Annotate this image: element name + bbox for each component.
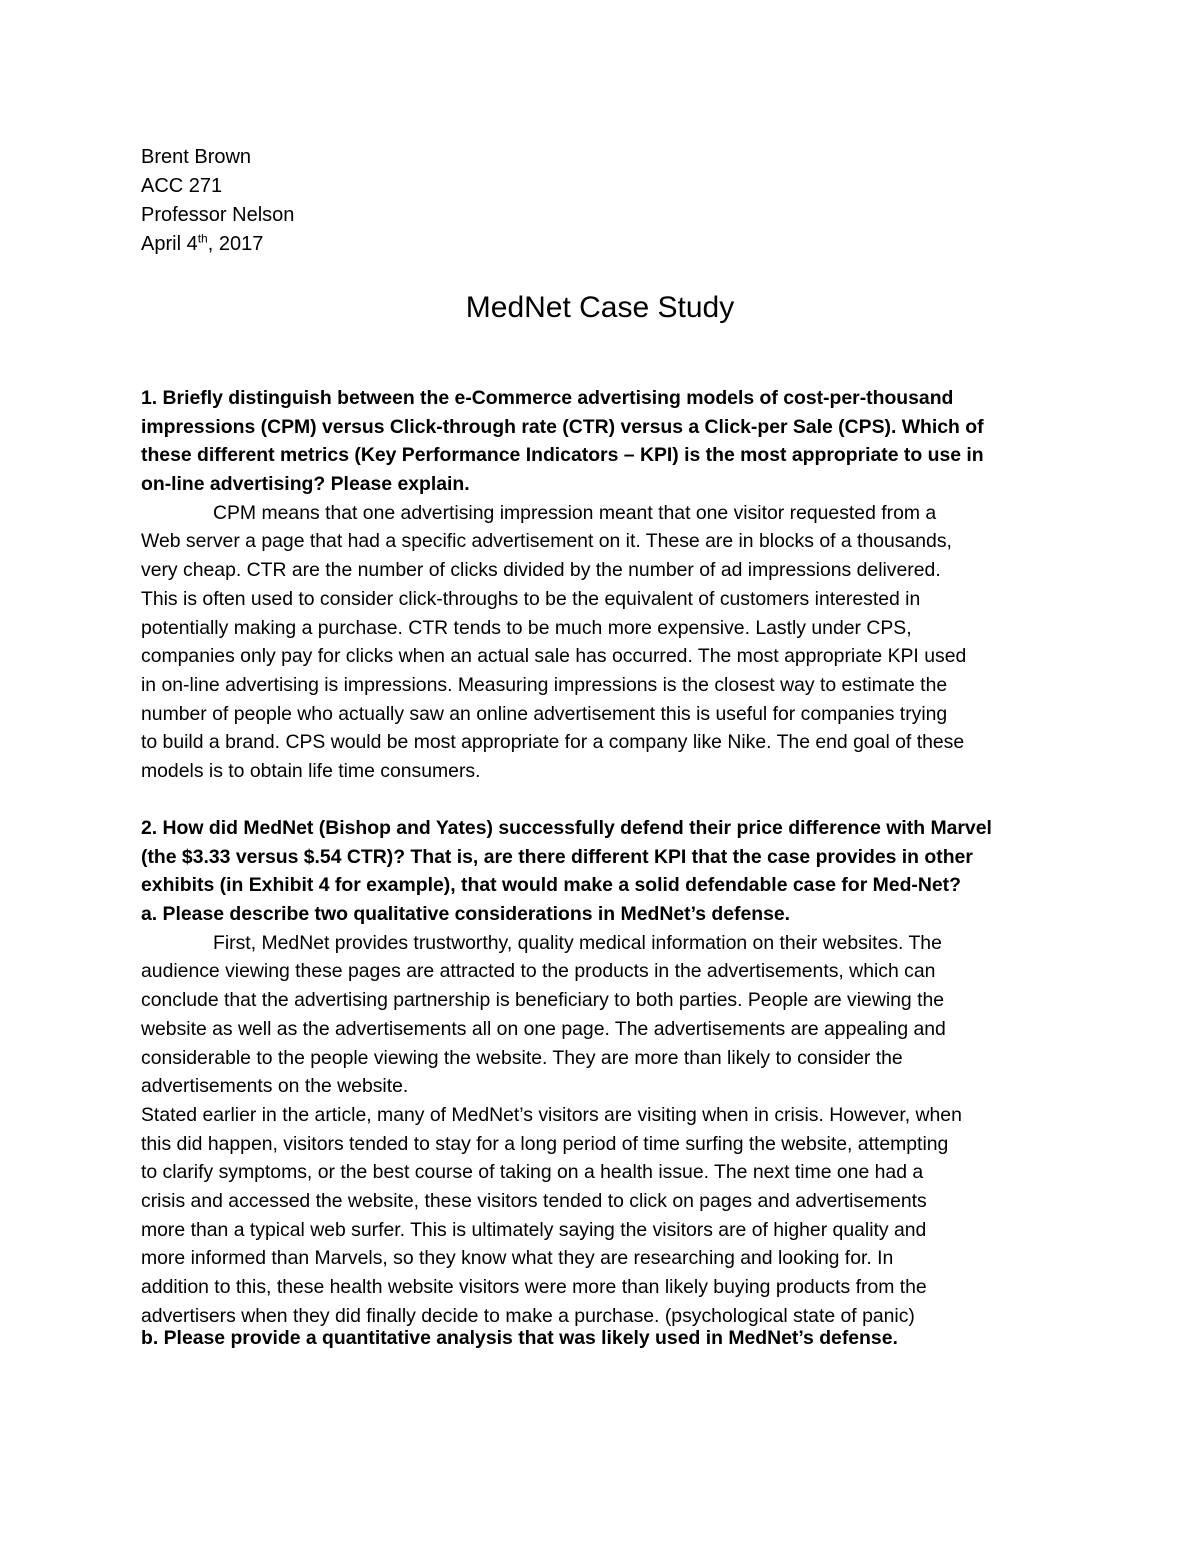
answer-2a-line: to clarify symptoms, or the best course of taking on a health issue. The next time one had a: [141, 1161, 924, 1184]
header-block: [141, 143, 294, 259]
document-title: MedNet Case Study: [465, 291, 735, 324]
answer-2a-line: considerable to the people viewing the website. They are more than likely to consider the: [141, 1046, 903, 1069]
course-code: ACC 271: [141, 175, 223, 197]
question-1-block: [141, 384, 1061, 786]
question-2-line: (the $3.33 versus $.54 CTR)? That is, are there different KPI that the case provides in other: [141, 845, 973, 868]
answer-2a-line: more than a typical web surfer. This is ultimately saying the visitors are of higher quality and: [141, 1218, 927, 1241]
date-superscript: th: [197, 231, 208, 246]
question-1-line: 1. Briefly distinguish between the e-Commerce advertising models of cost-per-thousand: [141, 387, 954, 409]
answer-1-line: in on-line advertising is impressions. Measuring impressions is the closest way to estimate the: [141, 673, 948, 696]
answer-1-line: Web server a page that had a specific advertisement on it. These are in blocks of a thousands,: [141, 530, 952, 553]
author-name: Brent Brown: [141, 146, 252, 168]
answer-2a-line: crisis and accessed the website, these visitors tended to click on pages and advertisements: [141, 1189, 927, 1212]
date-prefix: April 4: [141, 233, 198, 255]
answer-2a-line: website as well as the advertisements all on one page. The advertisements are appealing and: [141, 1017, 946, 1040]
question-2-line: 2. How did MedNet (Bishop and Yates) successfully defend their price difference with Marvel: [141, 817, 992, 839]
question-2b-line: b. Please provide a quantitative analysis that was likely used in MedNet’s defense.: [141, 1327, 898, 1349]
answer-2a-line: advertisers when they did finally decide to make a purchase. (psychological state of panic): [141, 1304, 915, 1327]
submission-date: [141, 230, 294, 259]
answer-2a-line: addition to this, these health website visitors were more than likely buying products from the: [141, 1276, 927, 1298]
answer-1-line: models is to obtain life time consumers.: [141, 759, 481, 782]
question-1-line: these different metrics (Key Performance Indicators – KPI) is the most appropriate to use in: [141, 444, 984, 467]
date-suffix: , 2017: [207, 233, 264, 255]
question-2b-block: [141, 1324, 1061, 1353]
answer-2a-line: First, MedNet provides trustworthy, quality medical information on their websites. The: [213, 931, 942, 954]
answer-1-line: number of people who actually saw an online advertisement this is useful for companies trying: [141, 702, 948, 725]
answer-1-line: to build a brand. CPS would be most appropriate for a company like Nike. The end goal of these: [141, 731, 965, 754]
answer-1-line: This is often used to consider click-throughs to be the equivalent of customers interested in: [141, 587, 921, 610]
answer-1-line: companies only pay for clicks when an actual sale has occurred. The most appropriate KPI used: [141, 645, 967, 668]
answer-2a-line: this did happen, visitors tended to stay for a long period of time surfing the website, attempting: [141, 1132, 949, 1155]
answer-2a-line: advertisements on the website.: [141, 1075, 409, 1098]
answer-2a-line: conclude that the advertising partnership is beneficiary to both parties. People are viewing the: [141, 989, 945, 1012]
answer-1-line: potentially making a purchase. CTR tends to be much more expensive. Lastly under CPS,: [141, 616, 912, 639]
answer-2a-line: Stated earlier in the article, many of MedNet’s visitors are visiting when in crisis. However, when: [141, 1103, 962, 1126]
answer-1-line: very cheap. CTR are the number of clicks divided by the number of ad impressions delivered.: [141, 559, 941, 582]
question-1-line: impressions (CPM) versus Click-through rate (CTR) versus a Click-per Sale (CPS). Which of: [141, 415, 984, 438]
question-2-block: [141, 814, 1061, 1330]
answer-1-line: CPM means that one advertising impression meant that one visitor requested from a: [213, 501, 937, 524]
answer-2a-line: more informed than Marvels, so they know what they are researching and looking for. In: [141, 1247, 894, 1270]
answer-2a-line: audience viewing these pages are attracted to the products in the advertisements, which can: [141, 960, 936, 983]
question-2-line: exhibits (in Exhibit 4 for example), that would make a solid defendable case for Med-Net?: [141, 874, 961, 897]
question-2a-line: a. Please describe two qualitative considerations in MedNet’s defense.: [141, 903, 791, 926]
question-1-line: on-line advertising? Please explain.: [141, 473, 470, 496]
professor-name: Professor Nelson: [141, 204, 295, 226]
